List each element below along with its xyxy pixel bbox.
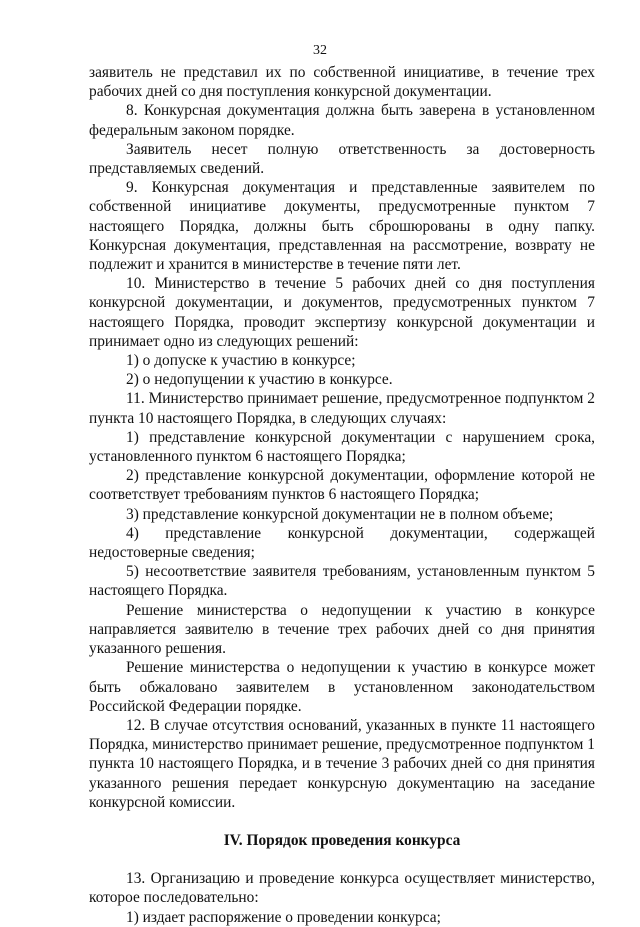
list-item: 1) издает распоряжение о проведении конкурса; [126, 908, 441, 926]
paragraph: 10. Министерство в течение 5 рабочих дней со дня поступления конкурсной документации, и документов, предусмотренных пунктом 7 настоящего Порядка, проводит экспертизу конкурсной документации и принимает одно из следующих решений: [89, 275, 595, 350]
paragraph: Решение министерства о недопущении к участию в конкурсе может быть обжаловано заявителем в установленном законодательством Российской Федерации порядке. [89, 659, 595, 715]
paragraph: 13. Организацию и проведение конкурса осуществляет министерство, которое последовательно: [89, 870, 595, 907]
paragraph: 9. Конкурсная документация и представленные заявителем по собственной инициативе документы, предусмотренные пунктом 7 настоящего Порядка, должны быть сброшюрованы в одну папку. Конкурсная документация, представленная на рассмотрение, возврату не подлежит и хранится в министерстве в течение пяти лет. [89, 179, 595, 274]
paragraph: 11. Министерство принимает решение, предусмотренное подпунктом 2 пункта 10 настоящего Порядка, в следующих случаях: [89, 390, 595, 427]
list-item: 1) о допуске к участию в конкурсе; [126, 352, 356, 370]
page-number: 32 [313, 43, 327, 58]
document-body [89, 63, 595, 927]
list-item: 4) представление конкурсной документации, содержащей недостоверные сведения; [89, 524, 595, 562]
list-item: 2) представление конкурсной документации, оформление которой не соответствует требованиям пунктов 6 настоящего Порядка; [89, 467, 595, 504]
paragraph: заявитель не представил их по собственной инициативе, в течение трех рабочих дней со дня поступления конкурсной документации. [89, 64, 595, 101]
paragraph: 12. В случае отсутствия оснований, указанных в пункте 11 настоящего Порядка, министерство принимает решение, предусмотренное подпунктом 1 пункта 10 настоящего Порядка, и в течение 3 рабочих дней со дня принятия указанного решения передает конкурсную документацию на заседание конкурсной комиссии. [89, 716, 595, 811]
list-item: 2) о недопущении к участию в конкурсе. [126, 371, 393, 389]
list-item: 3) представление конкурсной документации не в полном объеме; [126, 505, 554, 523]
list-item: 1) представление конкурсной документации с нарушением срока, установленного пунктом 6 настоящего Порядка; [89, 428, 595, 466]
paragraph: Решение министерства о недопущении к участию в конкурсе направляется заявителю в течение трех рабочих дней со дня принятия указанного решения. [89, 601, 595, 658]
section-heading: IV. Порядок проведения конкурса [223, 831, 461, 849]
list-item: 5) несоответствие заявителя требованиям, установленным пунктом 5 настоящего Порядка. [89, 563, 595, 600]
paragraph: Заявитель несет полную ответственность за достоверность представляемых сведений. [89, 140, 595, 178]
paragraph: 8. Конкурсная документация должна быть заверена в установленном федеральным законом порядке. [89, 102, 595, 139]
